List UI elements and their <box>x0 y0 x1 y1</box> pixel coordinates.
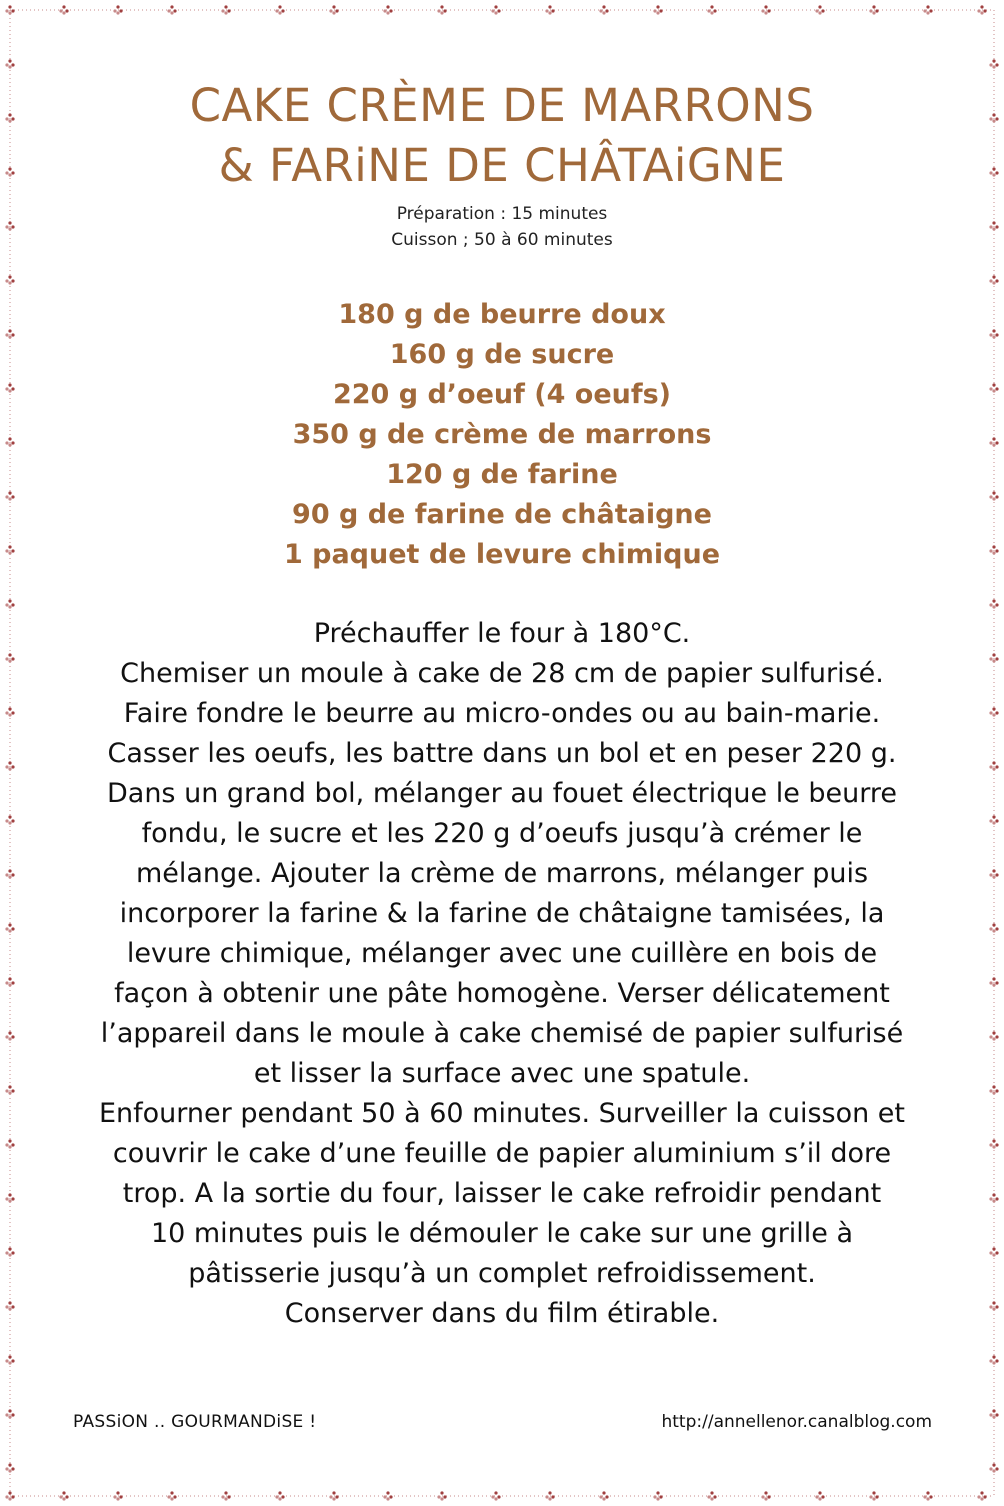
ingredient-item: 1 paquet de levure chimique <box>283 539 721 570</box>
instruction-line: Faire fondre le beurre au micro-ondes ou au bain-marie. <box>123 698 881 729</box>
instruction-line: mélange. Ajouter la crème de marrons, mélanger puis <box>135 858 869 889</box>
instruction-line: fondu, le sucre et les 220 g d’oeufs jusqu’à crémer le <box>141 818 863 849</box>
instruction-line: levure chimique, mélanger avec une cuillère en bois de <box>126 938 878 969</box>
ingredient-item: 120 g de farine <box>386 459 618 490</box>
instruction-line: Dans un grand bol, mélanger au fouet électrique le beurre <box>106 778 897 809</box>
instruction-line: Chemiser un moule à cake de 28 cm de papier sulfurisé. <box>120 658 884 689</box>
recipe-title-line-1: CAKE CRÈME DE MARRONS <box>189 79 815 132</box>
ingredient-item: 160 g de sucre <box>389 339 615 370</box>
ingredient-item: 90 g de farine de châtaigne <box>292 499 712 530</box>
instruction-line: 10 minutes puis le démouler le cake sur une grille à <box>150 1218 854 1249</box>
cooking-time: Cuisson ; 50 à 60 minutes <box>391 230 613 250</box>
recipe-title <box>60 76 944 196</box>
preparation-time: Préparation : 15 minutes <box>396 204 608 224</box>
instruction-line: pâtisserie jusqu’à un complet refroidissement. <box>188 1258 816 1289</box>
recipe-times <box>0 201 1004 253</box>
ingredient-list <box>0 295 1004 575</box>
footer-url: http://annellenor.canalblog.com <box>661 1412 932 1432</box>
recipe-instructions <box>64 614 940 1334</box>
instruction-line: Conserver dans du film étirable. <box>284 1298 720 1329</box>
instruction-line: incorporer la farine & la farine de châtaigne tamisées, la <box>119 898 885 929</box>
instruction-line: trop. A la sortie du four, laisser le cake refroidir pendant <box>122 1178 882 1209</box>
instruction-line: couvrir le cake d’une feuille de papier aluminium s’il dore <box>112 1138 892 1169</box>
instruction-line: l’appareil dans le moule à cake chemisé de papier sulfurisé <box>100 1018 904 1049</box>
footer-brand: PASSiON .. GOURMANDiSE ! <box>73 1412 317 1432</box>
instruction-line: et lisser la surface avec une spatule. <box>253 1058 751 1089</box>
recipe-title-line-2: & FARiNE DE CHÂTAiGNE <box>218 139 786 192</box>
ingredient-item: 180 g de beurre doux <box>338 299 666 330</box>
instruction-line: façon à obtenir une pâte homogène. Verser délicatement <box>114 978 890 1009</box>
instruction-line: Enfourner pendant 50 à 60 minutes. Surveiller la cuisson et <box>98 1098 905 1129</box>
instruction-line: Préchauffer le four à 180°C. <box>313 618 691 649</box>
ingredient-item: 220 g d’oeuf (4 oeufs) <box>332 379 672 410</box>
instruction-line: Casser les oeufs, les battre dans un bol et en peser 220 g. <box>107 738 897 769</box>
ingredient-item: 350 g de crème de marrons <box>292 419 712 450</box>
